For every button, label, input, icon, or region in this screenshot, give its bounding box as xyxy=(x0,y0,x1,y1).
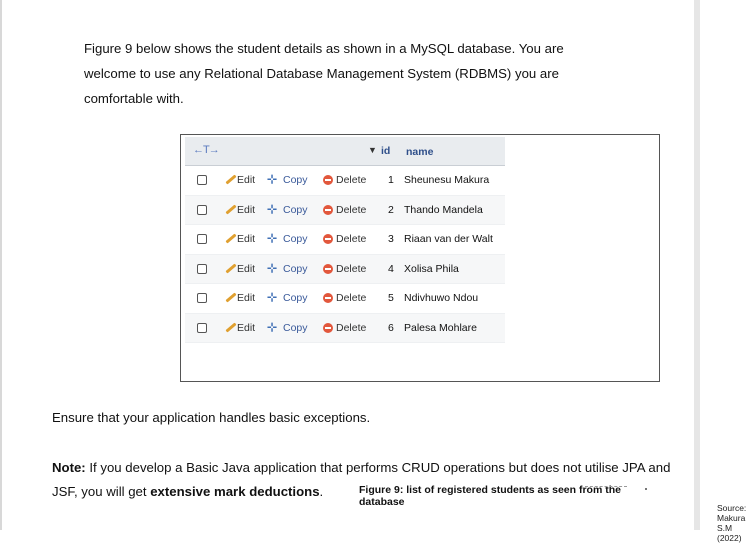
scan-dot xyxy=(645,488,647,490)
cell-id: 4 xyxy=(388,262,394,275)
pencil-icon[interactable] xyxy=(225,322,236,332)
copy-link[interactable]: Copy xyxy=(283,203,308,216)
column-header-name: name xyxy=(406,146,434,158)
student-table xyxy=(185,137,505,343)
row-checkbox[interactable] xyxy=(197,205,207,215)
cell-name: Riaan van der Walt xyxy=(404,233,493,245)
copy-link[interactable]: Copy xyxy=(283,174,308,186)
table-row xyxy=(185,255,505,285)
table-row xyxy=(185,166,505,196)
delete-icon[interactable] xyxy=(323,323,333,333)
pencil-icon[interactable] xyxy=(225,174,236,184)
cell-name: Thando Mandela xyxy=(404,203,483,216)
page-right-edge xyxy=(694,0,700,530)
edit-link[interactable]: Edit xyxy=(237,292,256,304)
edit-link[interactable]: Edit xyxy=(237,174,256,186)
intro-line-3: comfortable with. xyxy=(84,91,184,106)
note-label: Note: xyxy=(52,460,86,475)
note-end: . xyxy=(319,484,324,499)
cell-id: 2 xyxy=(388,203,394,216)
intro-line-2: welcome to use any Relational Database Management System (RDBMS) you are xyxy=(84,66,559,81)
row-checkbox[interactable] xyxy=(197,234,207,244)
edit-link[interactable]: Edit xyxy=(237,233,256,245)
edit-link[interactable]: Edit xyxy=(237,321,256,334)
scan-mark xyxy=(585,486,627,489)
delete-link[interactable]: Delete xyxy=(336,292,367,304)
cell-id: 3 xyxy=(388,233,394,245)
cell-id: 1 xyxy=(388,174,394,186)
intro-line-1: Figure 9 below shows the student details as shown in a MySQL database. You are xyxy=(84,41,564,56)
table-row xyxy=(185,314,505,344)
copy-icon[interactable]: ⊹ xyxy=(267,290,278,304)
delete-link[interactable]: Delete xyxy=(336,233,367,245)
copy-icon[interactable]: ⊹ xyxy=(267,172,278,186)
cell-name: Palesa Mohlare xyxy=(404,321,477,334)
copy-icon[interactable]: ⊹ xyxy=(267,201,278,216)
delete-link[interactable]: Delete xyxy=(336,321,367,334)
table-header xyxy=(185,137,505,166)
intro-paragraph xyxy=(84,36,624,111)
figure-source: Source: Makura S.M (2022) xyxy=(717,503,746,543)
cell-name: Ndivhuwo Ndou xyxy=(404,292,479,304)
note-text: If you develop a Basic Java application that performs CRUD operations but does not utilise JPA and JSF, you will get xyxy=(52,460,671,499)
page-left-edge xyxy=(0,0,2,530)
row-checkbox[interactable] xyxy=(197,264,207,274)
note-paragraph xyxy=(52,456,672,504)
exceptions-paragraph: Ensure that your application handles basic exceptions. xyxy=(52,410,371,425)
row-checkbox[interactable] xyxy=(197,323,207,333)
row-checkbox[interactable] xyxy=(197,293,207,303)
edit-link[interactable]: Edit xyxy=(237,262,256,275)
delete-link[interactable]: Delete xyxy=(336,203,367,216)
delete-icon[interactable] xyxy=(323,175,333,185)
copy-icon[interactable]: ⊹ xyxy=(267,260,278,275)
note-emphasis: extensive mark deductions xyxy=(150,484,320,499)
table-row xyxy=(185,196,505,226)
copy-icon[interactable]: ⊹ xyxy=(267,319,278,334)
cell-name: Sheunesu Makura xyxy=(404,174,490,186)
table-row xyxy=(185,284,505,314)
pencil-icon[interactable] xyxy=(225,233,236,243)
row-checkbox[interactable] xyxy=(197,175,207,185)
cell-id: 5 xyxy=(388,292,394,304)
pencil-icon[interactable] xyxy=(225,263,236,273)
edit-link[interactable]: Edit xyxy=(237,203,256,216)
cell-name: Xolisa Phila xyxy=(404,262,459,275)
table-row xyxy=(185,225,505,255)
pencil-icon[interactable] xyxy=(225,204,236,214)
delete-link[interactable]: Delete xyxy=(336,262,367,275)
delete-icon[interactable] xyxy=(323,293,333,303)
delete-icon[interactable] xyxy=(323,264,333,274)
column-header-id: id xyxy=(381,145,391,157)
column-arrows-icon: ←T→ xyxy=(193,144,219,156)
copy-link[interactable]: Copy xyxy=(283,262,308,275)
sort-down-icon: ▼ xyxy=(368,145,377,155)
copy-link[interactable]: Copy xyxy=(283,292,308,304)
copy-link[interactable]: Copy xyxy=(283,233,308,245)
delete-link[interactable]: Delete xyxy=(336,174,367,186)
delete-icon[interactable] xyxy=(323,234,333,244)
copy-link[interactable]: Copy xyxy=(283,321,308,334)
table-body xyxy=(185,166,505,343)
cell-id: 6 xyxy=(388,321,394,334)
copy-icon[interactable]: ⊹ xyxy=(267,231,278,245)
figure-caption: Figure 9: list of registered students as seen from the database xyxy=(359,484,621,508)
delete-icon[interactable] xyxy=(323,205,333,215)
pencil-icon[interactable] xyxy=(225,292,236,302)
